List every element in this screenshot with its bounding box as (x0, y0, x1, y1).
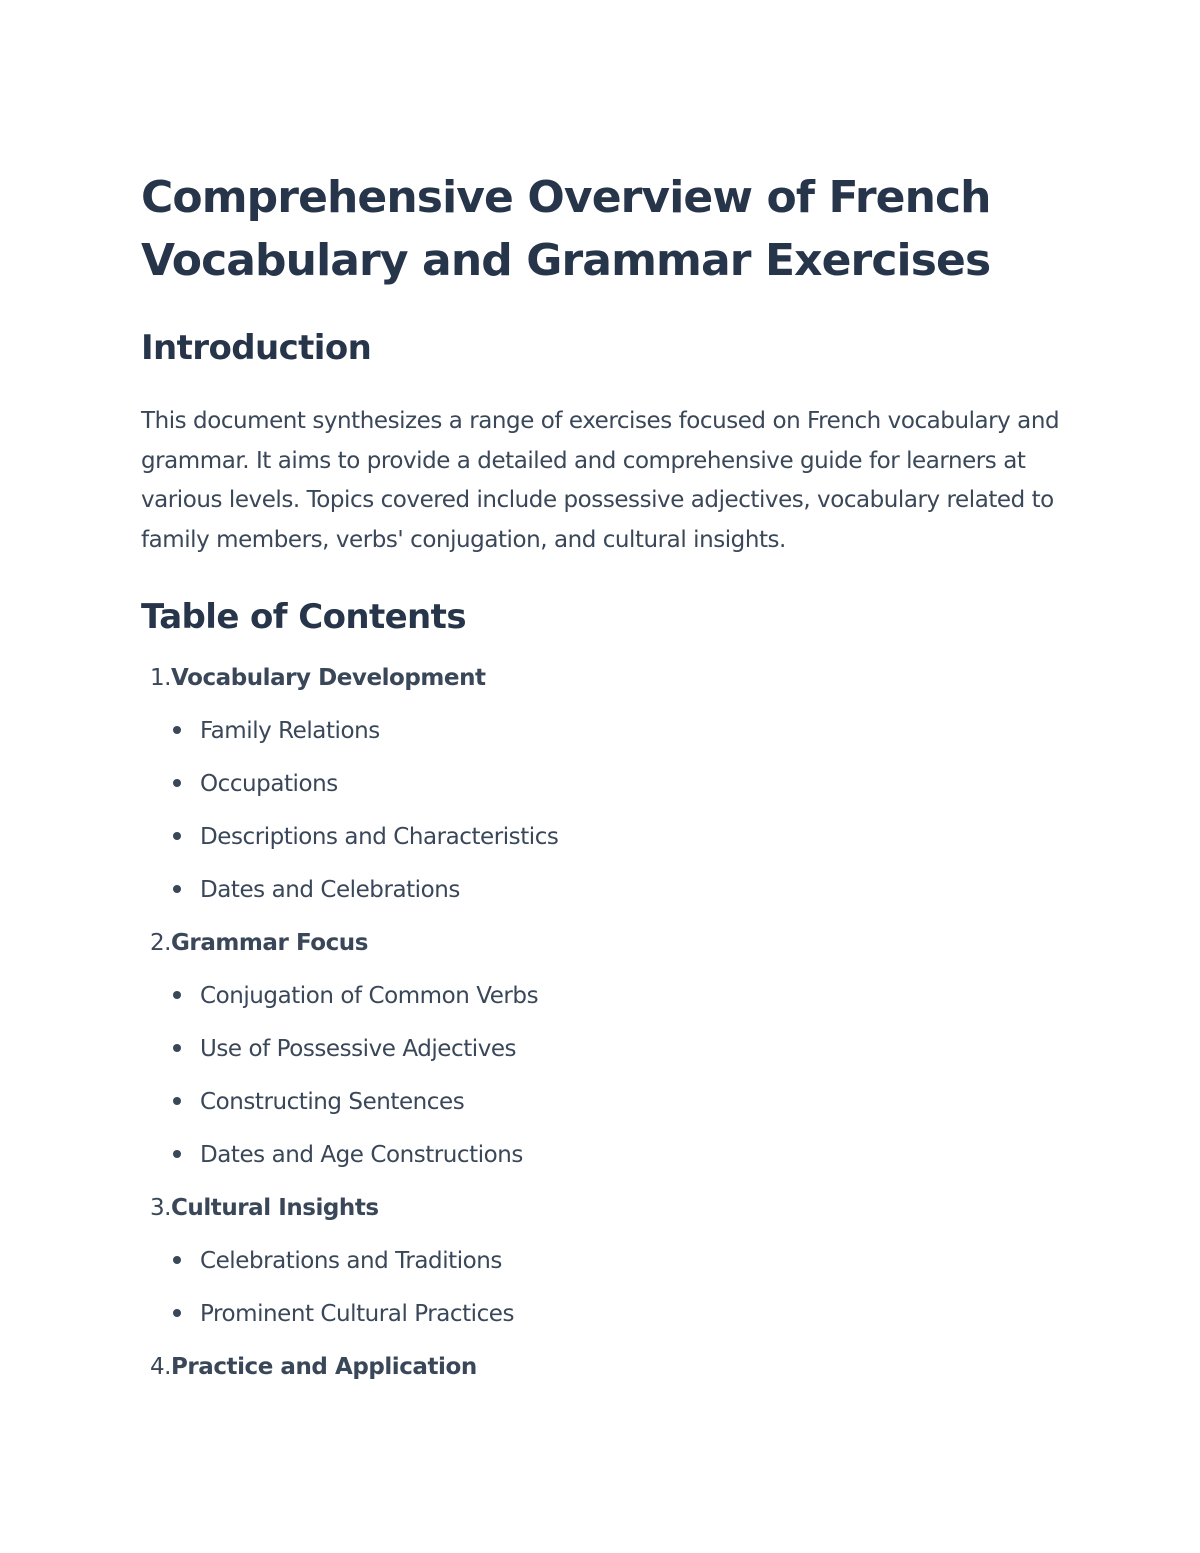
toc-list-item (141, 1086, 1071, 1139)
toc-section-title: Practice and Application (171, 1354, 477, 1380)
toc-list-item (141, 980, 1071, 1033)
toc-item-label: Constructing Sentences (200, 1089, 465, 1115)
toc-section (141, 1192, 1071, 1351)
toc-list-item (141, 1033, 1071, 1086)
table-of-contents-list (141, 662, 1071, 1404)
bullet-icon (173, 1309, 181, 1317)
toc-item-label: Conjugation of Common Verbs (200, 983, 539, 1009)
document-page (141, 166, 1071, 1404)
toc-list-item (141, 1139, 1071, 1192)
introduction-paragraph: This document synthesizes a range of exercises focused on French vocabulary and grammar. It aims to provide a detailed and comprehensive guide for learners at various levels. Topics covered include possessive adjectives, vocabulary related to family members, verbs' conjugation, and cultural insights. (141, 408, 1060, 553)
bullet-icon (173, 991, 181, 999)
toc-item-label: Dates and Age Constructions (200, 1142, 523, 1168)
toc-section-title: Cultural Insights (171, 1195, 379, 1221)
bullet-icon (173, 1044, 181, 1052)
toc-item-label: Use of Possessive Adjectives (200, 1036, 517, 1062)
toc-list-item (141, 715, 1071, 768)
toc-item-label: Celebrations and Traditions (200, 1248, 502, 1274)
toc-section (141, 927, 1071, 1192)
toc-list-item (141, 821, 1071, 874)
toc-item-label: Occupations (200, 771, 338, 797)
toc-item-label: Prominent Cultural Practices (200, 1301, 515, 1327)
toc-list-item (141, 874, 1071, 927)
toc-section-number: 2. (149, 930, 171, 956)
toc-section (141, 662, 1071, 927)
bullet-icon (173, 779, 181, 787)
toc-section-number: 1. (149, 665, 171, 691)
toc-list-item (141, 1245, 1071, 1298)
toc-section (141, 1351, 1071, 1404)
toc-section-number: 4. (149, 1354, 171, 1380)
bullet-icon (173, 1150, 181, 1158)
bullet-icon (173, 885, 181, 893)
toc-item-label: Family Relations (200, 718, 380, 744)
toc-item-label: Descriptions and Characteristics (200, 824, 559, 850)
toc-section-title: Vocabulary Development (171, 665, 486, 691)
bullet-icon (173, 1256, 181, 1264)
toc-list-item (141, 1298, 1071, 1351)
introduction-heading: Introduction (141, 328, 372, 368)
toc-list-item (141, 768, 1071, 821)
document-title: Comprehensive Overview of French Vocabulary and Grammar Exercises (141, 172, 991, 286)
table-of-contents-heading: Table of Contents (141, 597, 466, 637)
toc-section-title: Grammar Focus (171, 930, 368, 956)
toc-item-label: Dates and Celebrations (200, 877, 460, 903)
bullet-icon (173, 726, 181, 734)
bullet-icon (173, 832, 181, 840)
bullet-icon (173, 1097, 181, 1105)
toc-section-number: 3. (149, 1195, 171, 1221)
